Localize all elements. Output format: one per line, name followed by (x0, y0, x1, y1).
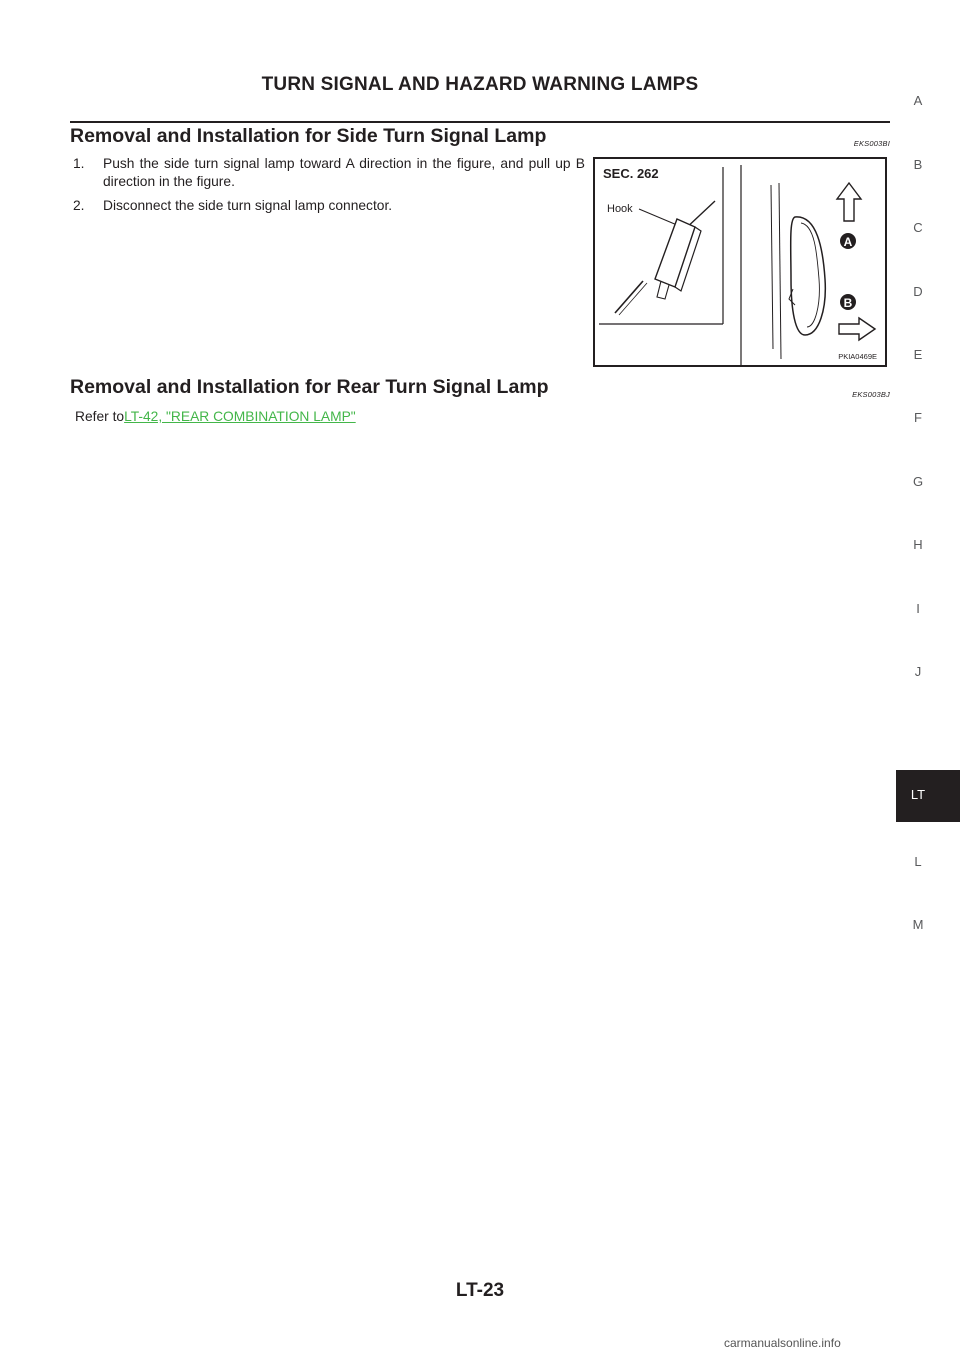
watermark: carmanualsonline.info (724, 1336, 841, 1350)
refer-prefix: Refer to (75, 409, 125, 424)
side-tab-m[interactable]: M (912, 917, 924, 932)
side-tab-c[interactable]: C (913, 220, 923, 235)
side-tab-j[interactable]: J (914, 664, 922, 679)
hook-leader-line (639, 209, 677, 225)
body-panel-edge (615, 281, 643, 313)
side-tab-l[interactable]: L (914, 854, 922, 869)
list-item (73, 197, 585, 215)
page-number: LT-23 (455, 1280, 505, 1301)
step-text: Push the side turn signal lamp toward A direction in the figure, and pull up B direction in the figure. (103, 156, 585, 189)
side-tab-b[interactable]: B (913, 157, 923, 172)
page-header-title: TURN SIGNAL AND HAZARD WARNING LAMPS (261, 74, 699, 95)
side-lamp-body (655, 219, 695, 287)
step-number: 1. (73, 156, 85, 171)
side-tab-e[interactable]: E (913, 347, 923, 362)
side-tab-h[interactable]: H (913, 537, 923, 552)
fender-line-2 (779, 183, 781, 359)
section-code: EKS003BJ (852, 390, 890, 399)
arrow-up-icon (837, 183, 861, 221)
section-title-side-turn-signal (70, 125, 890, 148)
body-panel-edge-inner (619, 283, 647, 315)
side-tab-a[interactable]: A (913, 93, 923, 108)
label-a: A (843, 235, 853, 249)
header-divider (70, 121, 890, 123)
steps-list (73, 155, 585, 221)
side-tab-lt-active[interactable] (896, 770, 960, 822)
section-code: EKS003BI (853, 139, 890, 148)
hook-label: Hook (607, 203, 633, 215)
lamp-illustration (595, 159, 885, 365)
side-turn-signal-lamp-figure (593, 157, 887, 367)
side-tab-g[interactable]: G (912, 474, 924, 489)
rear-combination-lamp-link[interactable]: LT-42, "REAR COMBINATION LAMP" (124, 409, 356, 424)
arrow-right-icon (839, 318, 875, 340)
step-number: 2. (73, 198, 85, 213)
side-tab-d[interactable]: D (913, 284, 923, 299)
step-text: Disconnect the side turn signal lamp connector. (103, 198, 393, 213)
side-tab-f[interactable]: F (914, 410, 922, 425)
figure-id: PKIA0469E (838, 352, 877, 361)
refer-text (75, 409, 356, 424)
sec-number: SEC. 262 (603, 166, 659, 181)
side-tab-i[interactable]: I (916, 601, 920, 616)
fender-line (771, 185, 773, 349)
side-tab-lt-label: LT (910, 787, 926, 802)
section-title-rear-turn-signal: Removal and Installation for Rear Turn Signal Lamp (70, 376, 549, 398)
label-b: B (843, 296, 853, 310)
section-title-text: Removal and Installation for Side Turn Signal Lamp (70, 125, 547, 147)
side-lamp-side-view (791, 217, 826, 335)
list-item (73, 155, 585, 191)
